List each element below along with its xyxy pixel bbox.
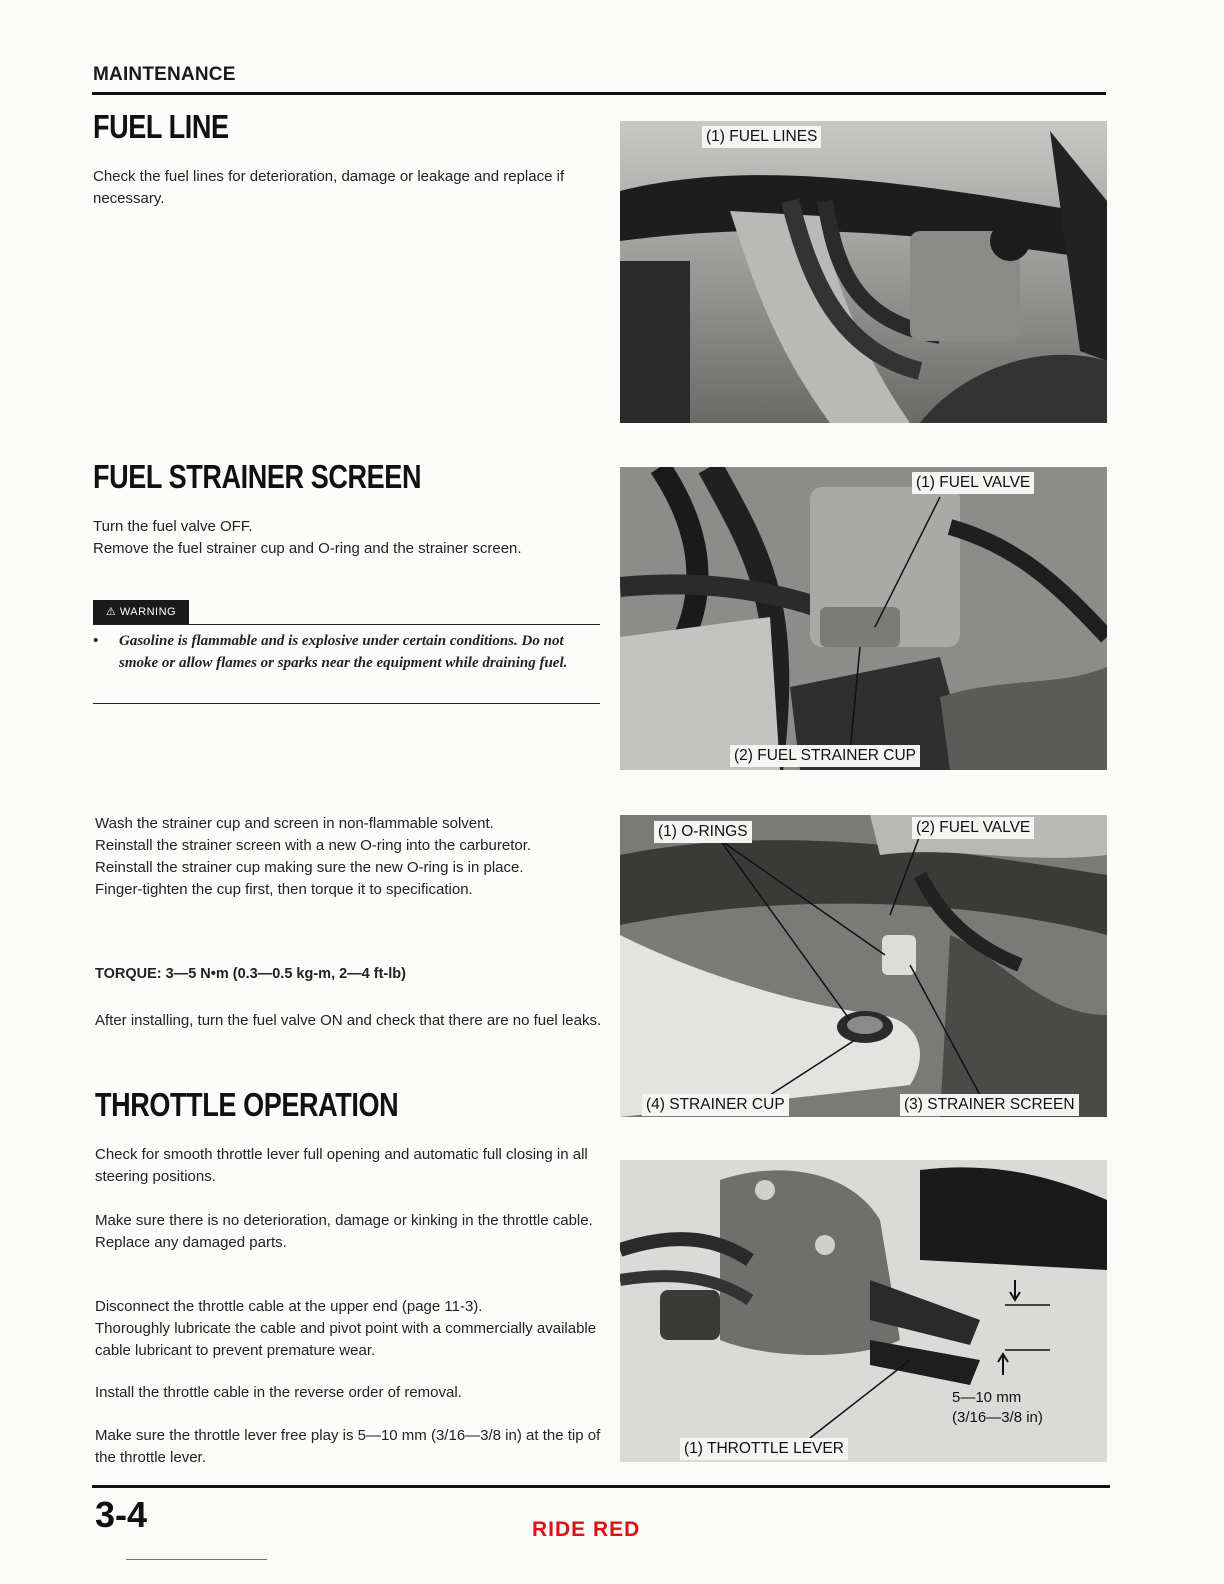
reinstall-step: Reinstall the strainer cup making sure the new O-ring is in place.: [95, 859, 524, 876]
section-header: MAINTENANCE: [93, 64, 236, 85]
throttle-title: THROTTLE OPERATION: [95, 1086, 399, 1123]
throttle-p5: Make sure the throttle lever free play is 5—10 mm (3/16—3/8 in) at the tip of the throttle lever.: [95, 1427, 601, 1466]
warning-text-block: [93, 630, 600, 674]
fuel-line-title: FUEL LINE: [93, 108, 229, 145]
throttle-line: Make sure there is no deterioration, damage or kinking in the throttle cable.: [95, 1212, 593, 1229]
free-play-in: (3/16—3/8 in): [952, 1409, 1043, 1426]
warning-text: Gasoline is flammable and is explosive under certain conditions. Do not smoke or allow flames or sparks near the equipment while draining fuel.: [119, 633, 568, 671]
warning-rule-bottom: [93, 703, 600, 704]
reinstall-step: Finger-tighten the cup first, then torque it to specification.: [95, 881, 473, 898]
callout-fuel-valve: (1) FUEL VALVE: [912, 472, 1034, 494]
throttle-p2: [95, 1210, 603, 1254]
fuel-valve-illustration: [620, 467, 1107, 770]
fuel-lines-illustration: [620, 121, 1107, 423]
callout-fuel-strainer-cup: (2) FUEL STRAINER CUP: [730, 745, 920, 767]
reinstall-step: Wash the strainer cup and screen in non-flammable solvent.: [95, 815, 494, 832]
callout-fuel-valve-2: (2) FUEL VALVE: [912, 817, 1034, 839]
throttle-line: Replace any damaged parts.: [95, 1234, 287, 1251]
strainer-step: Turn the fuel valve OFF.: [93, 518, 253, 535]
strainer-parts-illustration: [620, 815, 1107, 1117]
header-rule: [92, 92, 1106, 95]
after-install-text: After installing, turn the fuel valve ON and check that there are no fuel leaks.: [95, 1012, 602, 1029]
warning-badge: [93, 600, 189, 624]
fuel-strainer-title: FUEL STRAINER SCREEN: [93, 458, 422, 495]
callout-strainer-screen: (3) STRAINER SCREEN: [900, 1094, 1079, 1116]
fuel-lines-photo: [620, 121, 1107, 423]
reinstall-step: Reinstall the strainer screen with a new O-ring into the carburetor.: [95, 837, 532, 854]
warning-rule-top: [93, 624, 600, 625]
fuel-valve-photo: [620, 467, 1107, 770]
page-number: 3-4: [95, 1494, 148, 1535]
reinstall-steps: [95, 813, 603, 901]
torque-spec: TORQUE: 3—5 N•m (0.3—0.5 kg-m, 2—4 ft-lb): [95, 966, 406, 982]
throttle-line: Thoroughly lubricate the cable and pivot point with a commercially available cable lubricant to prevent premature wear.: [95, 1320, 597, 1359]
fuel-strainer-steps: [93, 516, 601, 560]
throttle-p1: Check for smooth throttle lever full opening and automatic full closing in all steering positions.: [95, 1146, 588, 1185]
free-play-mm: 5—10 mm: [952, 1389, 1022, 1406]
brand-logo-text: RIDE RED: [532, 1518, 641, 1541]
footer-rule: [92, 1485, 1110, 1488]
warning-hand-icon: ⚠: [105, 606, 117, 618]
callout-fuel-lines: (1) FUEL LINES: [702, 126, 821, 148]
link-underline: [126, 1559, 267, 1560]
strainer-parts-photo: [620, 815, 1107, 1117]
throttle-lever-photo: [620, 1160, 1107, 1462]
warning-label: WARNING: [119, 606, 177, 618]
throttle-p3: [95, 1296, 603, 1362]
strainer-step: Remove the fuel strainer cup and O-ring and the strainer screen.: [93, 540, 522, 557]
throttle-p4: Install the throttle cable in the reverse order of removal.: [95, 1384, 462, 1401]
callout-strainer-cup-2: (4) STRAINER CUP: [642, 1094, 789, 1116]
fuel-line-text: Check the fuel lines for deterioration, damage or leakage and replace if necessary.: [93, 168, 565, 207]
throttle-line: Disconnect the throttle cable at the upper end (page 11-3).: [95, 1298, 483, 1315]
warning-bullet: •: [93, 633, 99, 649]
callout-o-rings: (1) O-RINGS: [654, 821, 752, 843]
callout-throttle-lever: (1) THROTTLE LEVER: [680, 1438, 848, 1460]
